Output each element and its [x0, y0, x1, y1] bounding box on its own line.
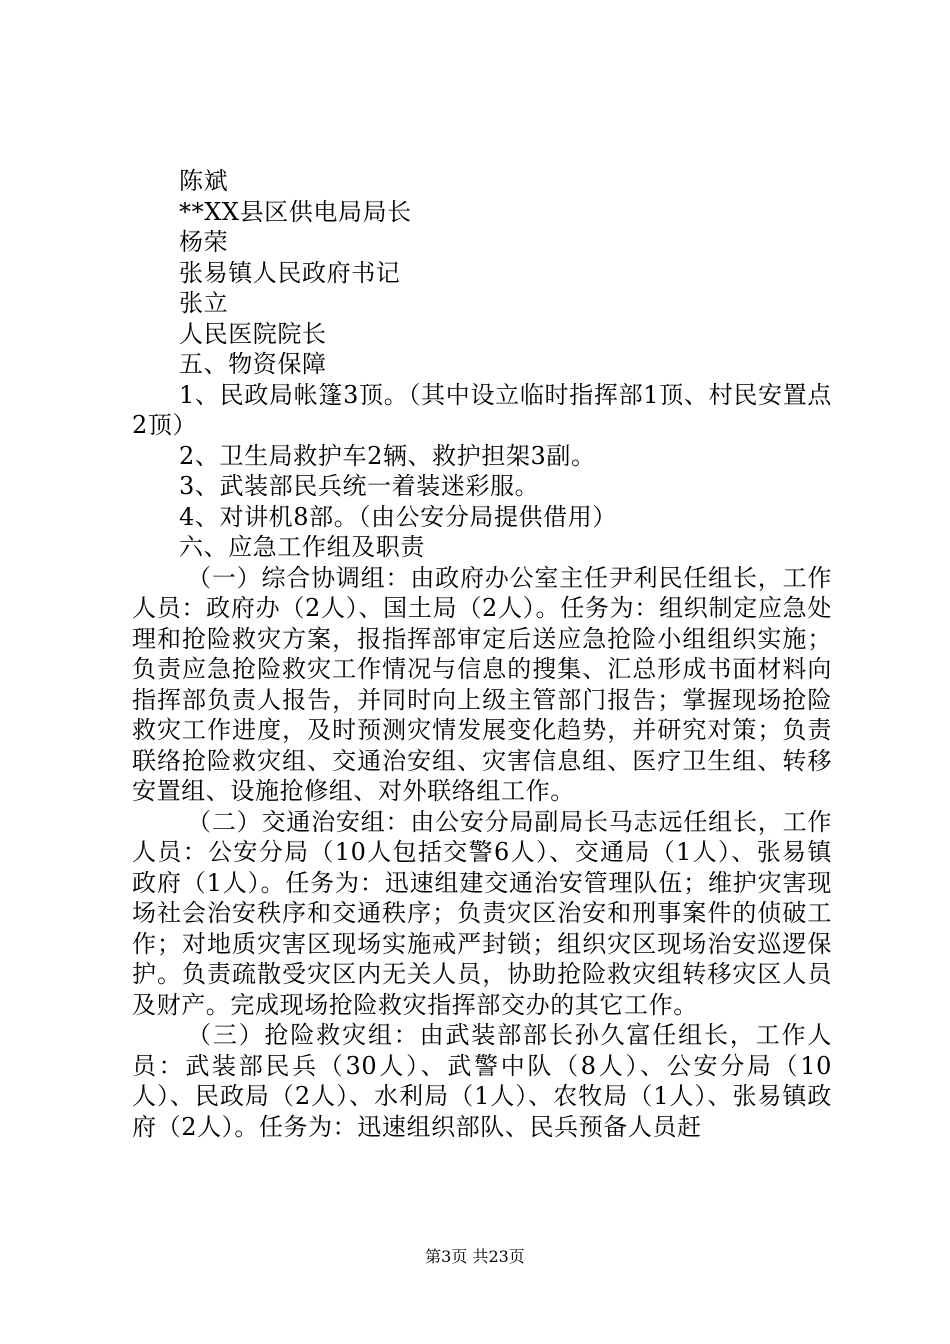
text-line: 张立: [179, 289, 229, 317]
text-line: 张易镇人民政府书记: [179, 258, 401, 287]
document-body: [132, 166, 832, 1142]
text-line: 陈斌: [179, 167, 229, 195]
supply-item: 1、民政局帐篷3顶。（其中设立临时指挥部1顶、村民安置点2顶）: [132, 380, 832, 439]
supply-item: 3、武装部民兵统一着装迷彩服。: [179, 472, 540, 500]
paragraph: （二）交通治安组：由公安分局副局长马志远任组长，工作人员：公安分局（10人包括交警6人）、交通局（1人）、张易镇政府（1人）。任务为：迅速组建交通治安管理队伍；维护灾害现场社会治安秩序和交通秩序；负责灾区治安和刑事案件的侦破工作；对地质灾害区现场实施戒严封锁；组织灾区现场治安巡逻保护。负责疏散受灾区内无关人员，协助抢险救灾组转移灾区人员及财产。完成现场抢险救灾指挥部交办的其它工作。: [132, 807, 832, 1019]
section-heading: 五、物资保障: [179, 350, 327, 378]
page-footer: 第3页 共23页: [425, 1247, 525, 1266]
section-heading: 六、应急工作组及职责: [179, 533, 425, 561]
text-line: 杨荣: [179, 228, 229, 256]
text-line: **XX县区供电局局长: [179, 197, 412, 226]
supply-item: 4、对讲机8部。（由公安分局提供借用）: [179, 502, 617, 531]
paragraph: （三）抢险救灾组：由武装部部长孙久富任组长，工作人员：武装部民兵（30人）、武警中队（8人）、公安分局（10人）、民政局（2人）、水利局（1人）、农牧局（1人）、张易镇政府（2人）。任务为：迅速组织部队、民兵预备人员赶: [132, 1021, 832, 1141]
paragraph: （一）综合协调组：由政府办公室主任尹利民任组长，工作人员：政府办（2人）、国土局（2人）。任务为：组织制定应急处理和抢险救灾方案，报指挥部审定后送应急抢险小组组织实施；负责应急抢险救灾工作情况与信息的搜集、汇总形成书面材料向指挥部负责人报告，并同时向上级主管部门报告；掌握现场抢险救灾工作进度，及时预测灾情发展变化趋势，并研究对策；负责联络抢险救灾组、交通治安组、灾害信息组、医疗卫生组、转移安置组、设施抢修组、对外联络组工作。: [132, 563, 832, 805]
text-line: 人民医院院长: [179, 319, 327, 348]
supply-item: 2、卫生局救护车2辆、救护担架3副。: [179, 441, 596, 470]
